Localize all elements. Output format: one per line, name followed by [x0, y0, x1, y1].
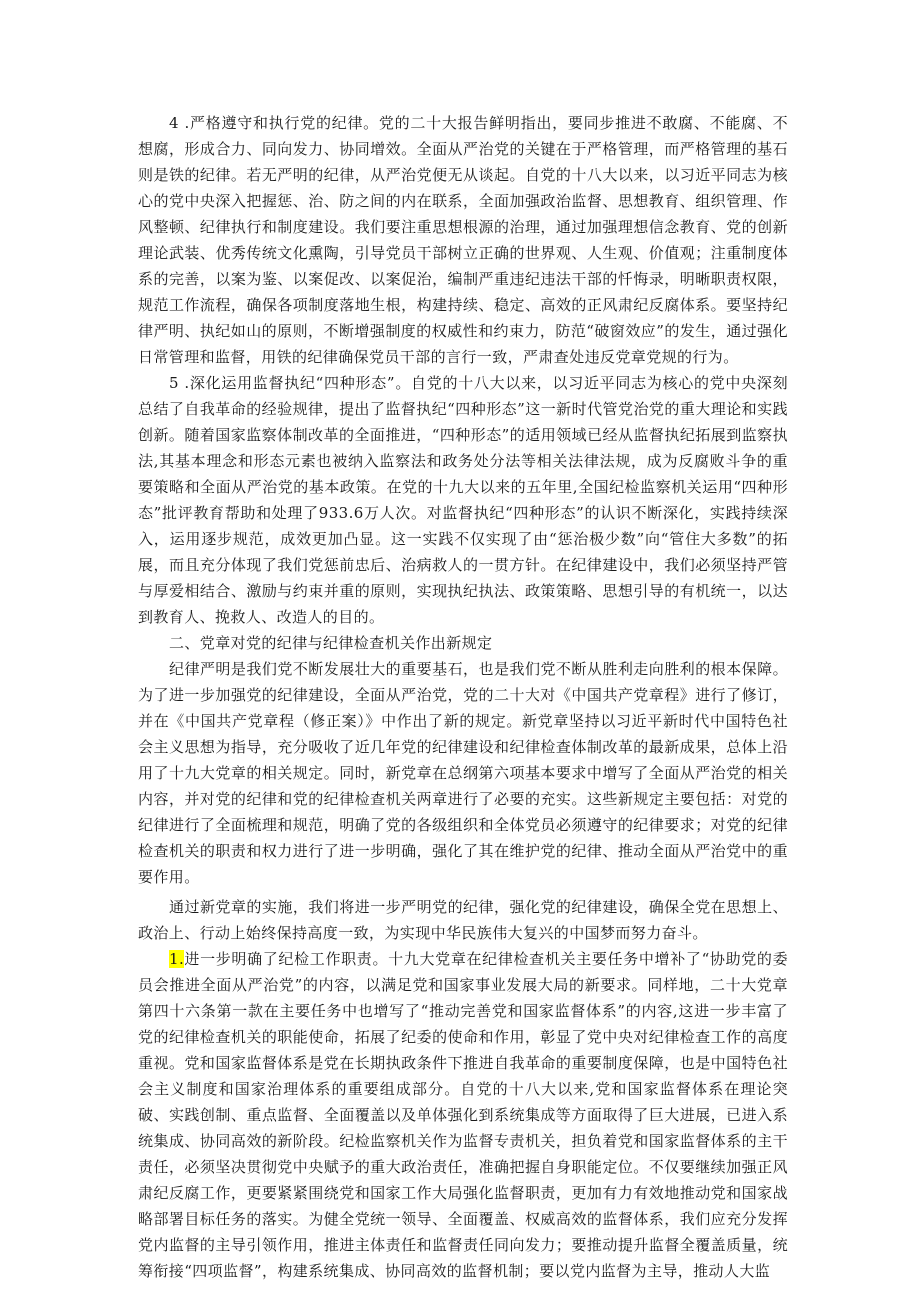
- paragraph-item-4: 4 .严格遵守和执行党的纪律。党的二十大报告鲜明指出，要同步推进不敢腐、不能腐、不想腐，形成合力、同向发力、协同增效。全面从严治党的关键在于严格管理，而严格管理的基石则是铁的纪律。若无严明的纪律，从严治党便无从谈起。自党的十八大以来，以习近平同志为核心的党中央深入把握惩、治、防之间的内在联系，全面加强政治监督、思想教育、组织管理、作风整顿、纪律执行和制度建设。我们要注重思想根源的治理，通过加强理想信念教育、党的创新理论武装、优秀传统文化熏陶，引导党员干部树立正确的世界观、人生观、价值观；注重制度体系的完善，以案为鉴、以案促改、以案促治，编制严重违纪违法干部的忏悔录，明晰职责权限，规范工作流程，确保各项制度落地生根，构建持续、稳定、高效的正风肃纪反腐体系。要坚持纪律严明、执纪如山的原则，不断增强制度的权威性和约束力，防范“破窗效应”的发生，通过强化日常管理和监督，用铁的纪律确保党员干部的言行一致，严肃查处违反党章党规的行为。: [138, 114, 788, 366]
- paragraph-intro: 纪律严明是我们党不断发展壮大的重要基石，也是我们党不断从胜利走向胜利的根本保障。为了进一步加强党的纪律建设，全面从严治党，党的二十大对《中国共产党章程》进行了修订，并在《中国共产党章程（修正案）》中作出了新的规定。新党章坚持以习近平新时代中国特色社会主义思想为指导，充分吸收了近几年党的纪律建设和纪律检查体制改革的最新成果，总体上沿用了十九大党章的相关规定。同时，新党章在总纲第六项基本要求中增写了全面从严治党的相关内容，并对党的纪律和党的纪律检查机关两章进行了必要的充实。这些新规定主要包括：对党的纪律进行了全面梳理和规范，明确了党的各级组织和全体党员必须遵守的纪律要求；对党的纪律检查机关的职责和权力进行了进一步明确，强化了其在维护党的纪律、推动全面从严治党中的重要作用。: [138, 660, 788, 886]
- paragraph-item-1: [138, 946, 788, 1284]
- highlighted-item-number: 1.: [169, 950, 185, 968]
- section-heading-2: 二、党章对党的纪律与纪律检查机关作出新规定: [169, 634, 493, 652]
- document-page: [138, 110, 788, 1284]
- paragraph-conclusion: 通过新党章的实施，我们将进一步严明党的纪律，强化党的纪律建设，确保全党在思想上、政治上、行动上始终保持高度一致，为实现中华民族伟大复兴的中国梦而努力奋斗。: [138, 898, 788, 942]
- paragraph-item-1-text: 进一步明确了纪检工作职责。十九大党章在纪律检查机关主要任务中增补了“协助党的委员会推进全面从严治党”的内容，以满足党和国家事业发展大局的新要求。同样地，二十大党章第四十六条第一款在主要任务中也增写了“推动完善党和国家监督体系”的内容,这进一步丰富了党的纪律检查机关的职能使命，拓展了纪委的使命和作用，彰显了党中央对纪律检查工作的高度重视。党和国家监督体系是党在长期执政条件下推进自我革命的重要制度保障，也是中国特色社会主义制度和国家治理体系的重要组成部分。自党的十八大以来,党和国家监督体系在理论突破、实践创制、重点监督、全面覆盖以及单体强化到系统集成等方面取得了巨大进展，已进入系统集成、协同高效的新阶段。纪检监察机关作为监督专责机关，担负着党和国家监督体系的主干责任，必须坚决贯彻党中央赋予的重大政治责任，准确把握自身职能定位。不仅要继续加强正风肃纪反腐工作，更要紧紧围绕党和国家工作大局强化监督职责，更加有力有效地推动党和国家战略部署目标任务的落实。为健全党统一领导、全面覆盖、权威高效的监督体系，我们应充分发挥党内监督的主导引领作用，推进主体责任和监督责任同向发力；要推动提升监督全覆盖质量，统筹衔接“四项监督”，构建系统集成、协同高效的监督机制；要以党内监督为主导，推动人大监: [138, 950, 788, 1280]
- paragraph-item-5: 5 .深化运用监督执纪“四种形态”。自党的十八大以来，以习近平同志为核心的党中央深刻总结了自我革命的经验规律，提出了监督执纪“四种形态”这一新时代管党治党的重大理论和实践创新。随着国家监察体制改革的全面推进，“四种形态”的适用领域已经从监督执纪拓展到监察执法,其基本理念和形态元素也被纳入监察法和政务处分法等相关法律法规，成为反腐败斗争的重要策略和全面从严治党的基本政策。在党的十九大以来的五年里,全国纪检监察机关运用“四种形态”批评教育帮助和处理了933.6万人次。对监督执纪“四种形态”的认识不断深化，实践持续深入，运用逐步规范，成效更加凸显。这一实践不仅实现了由“惩治极少数”向“管住大多数”的拓展，而且充分体现了我们党惩前忠后、治病救人的一贯方针。在纪律建设中，我们必须坚持严管与厚爱相结合、激励与约束并重的原则，实现执纪执法、政策策略、思想引导的有机统一，以达到教育人、挽救人、改造人的目的。: [138, 374, 788, 626]
